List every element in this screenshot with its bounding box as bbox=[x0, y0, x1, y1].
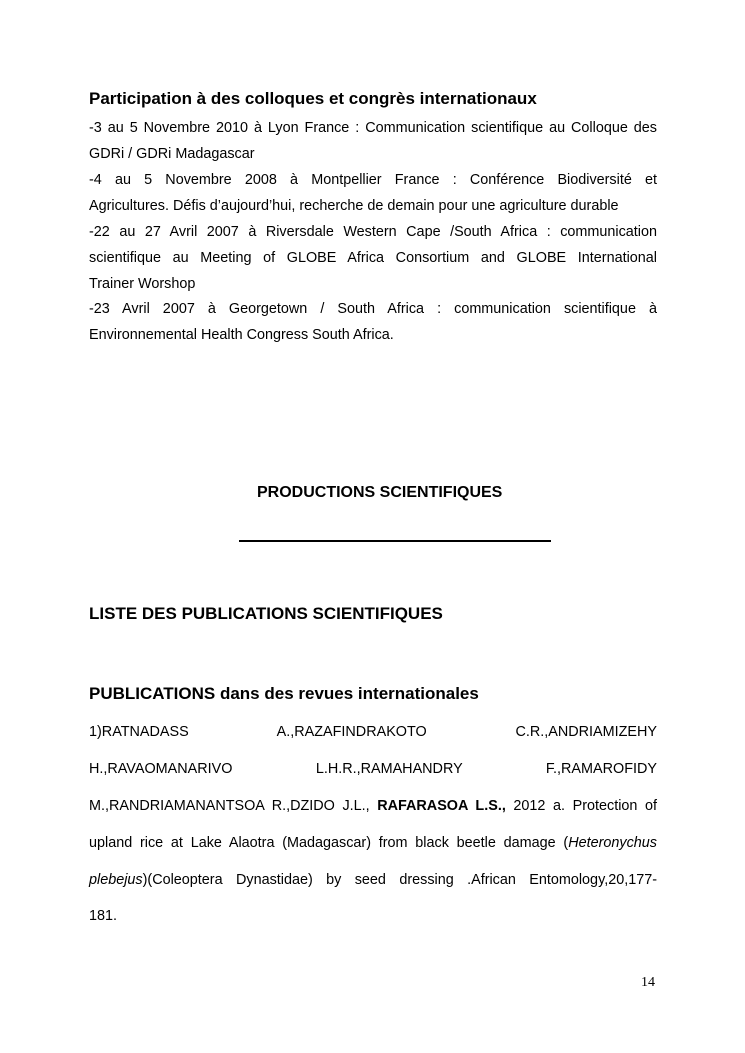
ref1-species-epithet: plebejus bbox=[89, 872, 143, 888]
liste-publications-title: LISTE DES PUBLICATIONS SCIENTIFIQUES bbox=[89, 604, 443, 623]
productions-title: PRODUCTIONS SCIENTIFIQUES bbox=[257, 484, 503, 501]
participation-line-5: -22 au 27 Avril 2007 à Riversdale Western Cape /South Africa : communication bbox=[89, 224, 657, 240]
ref1-highlight-author: RAFARASOA L.S., bbox=[377, 798, 506, 814]
participation-line-8: -23 Avril 2007 à Georgetown / South Africa : communication scientifique à bbox=[89, 301, 657, 317]
participation-line-4: Agricultures. Défis d’aujourd’hui, recherche de demain pour une agriculture durable bbox=[89, 198, 619, 214]
participation-line-7: Trainer Worshop bbox=[89, 276, 196, 292]
reference-1-line-1: 1)RATNADASS A.,RAZAFINDRAKOTO C.R.,ANDRIAMIZEHY bbox=[89, 724, 657, 740]
ref1-journal-part: )(Coleoptera Dynastidae) by seed dressing .African Entomology,20,177- bbox=[142, 872, 657, 888]
reference-1-line-5 bbox=[89, 872, 657, 888]
publications-heading: PUBLICATIONS dans des revues internationales bbox=[89, 684, 479, 703]
participation-line-2: GDRi / GDRi Madagascar bbox=[89, 146, 255, 162]
title-separator bbox=[239, 540, 551, 542]
participation-line-9: Environnemental Health Congress South Africa. bbox=[89, 327, 394, 343]
ref1-year-title: 2012 a. Protection of bbox=[513, 798, 658, 814]
reference-1-line-6: 181. bbox=[89, 908, 118, 924]
ref1-title-part: upland rice at Lake Alaotra (Madagascar) from black beetle damage ( bbox=[89, 835, 569, 851]
participation-line-3: -4 au 5 Novembre 2008 à Montpellier France : Conférence Biodiversité et bbox=[89, 172, 657, 188]
reference-1-line-3 bbox=[89, 798, 657, 814]
page-number: 14 bbox=[641, 975, 655, 990]
reference-1-line-2: H.,RAVAOMANARIVO L.H.R.,RAMAHANDRY F.,RAMAROFIDY bbox=[89, 761, 657, 777]
ref1-species-genus: Heteronychus bbox=[568, 835, 657, 851]
ref1-authors-part: M.,RANDRIAMANANTSOA R.,DZIDO J.L., bbox=[89, 798, 370, 814]
participation-line-1: -3 au 5 Novembre 2010 à Lyon France : Communication scientifique au Colloque des bbox=[89, 120, 657, 136]
reference-1-line-4 bbox=[89, 835, 657, 851]
participation-heading: Participation à des colloques et congrès internationaux bbox=[89, 89, 537, 108]
participation-line-6: scientifique au Meeting of GLOBE Africa Consortium and GLOBE International bbox=[89, 250, 657, 266]
